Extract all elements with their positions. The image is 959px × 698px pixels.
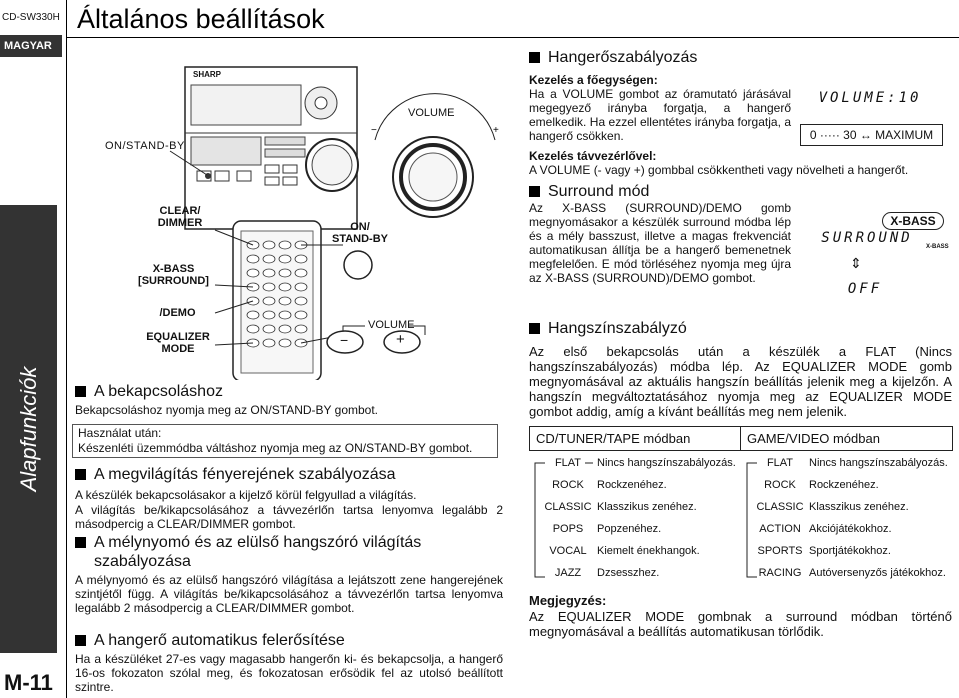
demo-label: /DEMO: [159, 307, 196, 319]
clear-dimmer-label: [145, 205, 215, 229]
page-title: Általános beállítások: [77, 4, 325, 34]
eq-row: [751, 523, 957, 535]
eq-desc: Popzenéhez.: [597, 523, 662, 535]
eq-row: [751, 479, 957, 491]
eq-row: [751, 501, 957, 513]
equalizer-mode-line2: MODE: [161, 343, 195, 355]
device-drawing: [75, 45, 515, 380]
brightness-heading: [75, 466, 396, 484]
brightness-heading-text: A megvilágítás fényerejének szabályozása: [94, 466, 396, 483]
section-sidebar: [0, 205, 57, 653]
volume-lcd-display: VOLUME:10: [818, 90, 922, 106]
surround-off-lcd: OFF: [847, 281, 883, 297]
brightness-line2: A világítás be/kikapcsolásához a távvezérlőn tartsa lenyomva legalább 2 másodpercig a CLEAR/DIMMER gombot.: [75, 503, 503, 531]
eq-desc: Rockzenéhez.: [597, 479, 667, 491]
surround-text: Az X-BASS (SURROUND)/DEMO gomb megnyomásakor a készülék surround módba lép és a mély basszust, illetve a magas frekvenciát automatikusan állítja be a hangerő bemenetnek megfelelően. E mód törléséhez nyomja meg újra az X-BASS (SURROUND)/DEMO gombot.: [529, 201, 791, 285]
eq-column1-title: CD/TUNER/TAPE módban: [529, 426, 741, 451]
eq-mode: SPORTS: [757, 545, 803, 557]
xbass-surround-line1: X-BASS: [152, 263, 195, 275]
remote-on-standby-label: [325, 221, 395, 245]
eq-mode: POPS: [552, 523, 584, 535]
volume-main-label: Kezelés a főegységen:: [529, 73, 658, 87]
eq-note-text: Az EQUALIZER MODE gombnak a surround módban történő megnyomásával a beállítás automatikusan törlődik.: [529, 609, 952, 639]
eq-mode: VOCAL: [549, 545, 587, 557]
model-label: CD-SW330H: [2, 12, 60, 23]
power-note-text: Készenléti üzemmódba váltáshoz nyomja meg az ON/STAND-BY gombot.: [78, 441, 473, 455]
eq-row: [539, 545, 739, 557]
unit-volume-label: VOLUME: [408, 107, 455, 119]
eq-text: Az első bekapcsolás után a készülék a FLAT (Nincs hangszínszabályozás) módba lép. Az EQUALIZER MODE gomb megnyomásával az aktuális hangszín beállítás jelenik meg a kijelzőn. A hangszín megváltoztatásához nyomja meg az EQUALIZER MODE gombot addig, amíg a kívánt beállítás meg nem jelenik.: [529, 344, 952, 419]
device-illustration: [75, 45, 515, 380]
xbass-surround-line2: [SURROUND]: [138, 275, 209, 287]
autovol-heading: [75, 632, 345, 650]
eq-mode: FLAT: [554, 457, 582, 469]
remote-on-standby-line1: ON/: [350, 221, 370, 233]
volume-minus-symbol: −: [340, 332, 349, 348]
volume-heading-text: Hangerőszabályozás: [548, 49, 698, 66]
eq-row: [539, 567, 739, 579]
eq-row: [539, 479, 739, 491]
eq-mode: ROCK: [552, 479, 584, 491]
eq-row: [751, 457, 957, 469]
eq-mode: FLAT: [766, 457, 794, 469]
power-heading: [75, 383, 223, 401]
bullet-square-icon: [75, 469, 86, 480]
bullet-square-icon: [529, 186, 540, 197]
volume-main-text: Ha a VOLUME gombot az óramutató járásával megegyező irányba forgatja, a hangerő emelkedik. Ha ezzel ellentétes irányba forgatja, a hangerő csökken.: [529, 87, 791, 143]
eq-desc: Dzsesszhez.: [597, 567, 660, 579]
surround-arrow-icon: ⇕: [850, 255, 862, 271]
woofer-heading-text: A mélynyomó és az elülső hangszóró világítás: [94, 534, 422, 551]
eq-col2-bracket: [741, 455, 957, 585]
clear-dimmer-line2: DIMMER: [157, 217, 203, 229]
margin-rule: [66, 0, 67, 698]
eq-desc: Klasszikus zenéhez.: [809, 501, 909, 513]
eq-desc: Autóversenyzős játékokhoz.: [809, 567, 946, 579]
eq-mode: ROCK: [764, 479, 796, 491]
unit-on-standby-label: ON/STAND-BY: [105, 140, 185, 152]
svg-text:+: +: [493, 125, 499, 136]
eq-mode: JAZZ: [554, 567, 582, 579]
autovol-text: Ha a készüléket 27-es vagy magasabb hangerőn ki- és bekapcsolja, a hangerő 16-os fokozaton szólal meg, és fokozatosan erősödik fel az utolsó beállított szintre.: [75, 652, 503, 694]
volume-remote-label: Kezelés távvezérlővel:: [529, 149, 657, 163]
eq-heading-text: Hangszínszabályzó: [548, 320, 687, 337]
bullet-square-icon: [529, 323, 540, 334]
eq-note-label: Megjegyzés:: [529, 593, 607, 608]
eq-mode: ACTION: [759, 523, 801, 535]
bullet-square-icon: [75, 537, 86, 548]
eq-table-col2: [741, 455, 957, 585]
eq-mode: CLASSIC: [544, 501, 592, 513]
volume-heading: [529, 49, 697, 67]
bullet-square-icon: [75, 635, 86, 646]
eq-desc: Sportjátékokhoz.: [809, 545, 891, 557]
power-note-title: Használat után:: [78, 426, 162, 440]
bullet-square-icon: [75, 386, 86, 397]
eq-mode: CLASSIC: [756, 501, 804, 513]
eq-desc: Nincs hangszínszabályozás.: [597, 457, 736, 469]
eq-row: [751, 567, 957, 579]
autovol-heading-text: A hangerő automatikus felerősítése: [94, 632, 345, 649]
eq-row: [539, 523, 739, 535]
power-text: Bekapcsoláshoz nyomja meg az ON/STAND-BY gombot.: [75, 403, 379, 417]
surround-heading-text: Surround mód: [548, 183, 650, 200]
surround-lcd: SURROUND: [821, 230, 913, 246]
equalizer-mode-line1: EQUALIZER: [146, 331, 210, 343]
eq-column2-title: GAME/VIDEO módban: [741, 426, 953, 451]
remote-on-standby-line2: STAND-BY: [331, 233, 388, 245]
section-label: Alapfunkciók: [15, 366, 41, 492]
equalizer-mode-label: [139, 331, 217, 355]
woofer-heading: [75, 534, 421, 552]
volume-plus-symbol: +: [396, 331, 405, 348]
eq-desc: Klasszikus zenéhez.: [597, 501, 697, 513]
woofer-heading-cont: szabályozása: [94, 553, 191, 570]
woofer-text: A mélynyomó és az elülső hangszóró világítása a lejátszott zene hangerejének szintjétől függ. A világítás be/kikapcsolásához a távvezérlőn tartsa lenyomva legalább 2 másodpercig a CLEAR/DIMMER gombot.: [75, 573, 503, 615]
eq-desc: Akciójátékokhoz.: [809, 523, 892, 535]
eq-row: [751, 545, 957, 557]
eq-desc: Rockzenéhez.: [809, 479, 879, 491]
eq-desc: Kiemelt énekhangok.: [597, 545, 700, 557]
eq-heading: [529, 320, 687, 338]
surround-lcd-xbass: X-BASS: [926, 244, 949, 250]
svg-text:−: −: [371, 125, 377, 136]
remote-volume-label: VOLUME: [368, 319, 415, 331]
brand-logo: SHARP: [193, 70, 222, 79]
xbass-surround-label: [131, 263, 216, 287]
eq-row: [539, 501, 739, 513]
brightness-line1: A készülék bekapcsolásakor a kijelző körül felgyullad a világítás.: [75, 488, 417, 502]
page-number: M-11: [4, 670, 53, 695]
title-rule: [66, 37, 959, 38]
eq-row: [539, 457, 739, 469]
clear-dimmer-line1: CLEAR/: [159, 205, 201, 217]
eq-table-col1: [529, 455, 741, 585]
eq-desc: Nincs hangszínszabályozás.: [809, 457, 948, 469]
eq-col1-bracket: [529, 455, 741, 585]
language-tab: MAGYAR: [0, 35, 62, 57]
power-heading-text: A bekapcsoláshoz: [94, 383, 223, 400]
bullet-square-icon: [529, 52, 540, 63]
surround-badge: X-BASS: [882, 212, 944, 230]
volume-remote-text: A VOLUME (- vagy +) gombbal csökkentheti vagy növelheti a hangerőt.: [529, 163, 909, 177]
surround-heading: [529, 183, 649, 201]
power-note-box: [72, 424, 498, 458]
volume-range-box: 0 ····· 30 ↔ MAXIMUM: [800, 124, 943, 146]
eq-mode: RACING: [758, 567, 802, 579]
